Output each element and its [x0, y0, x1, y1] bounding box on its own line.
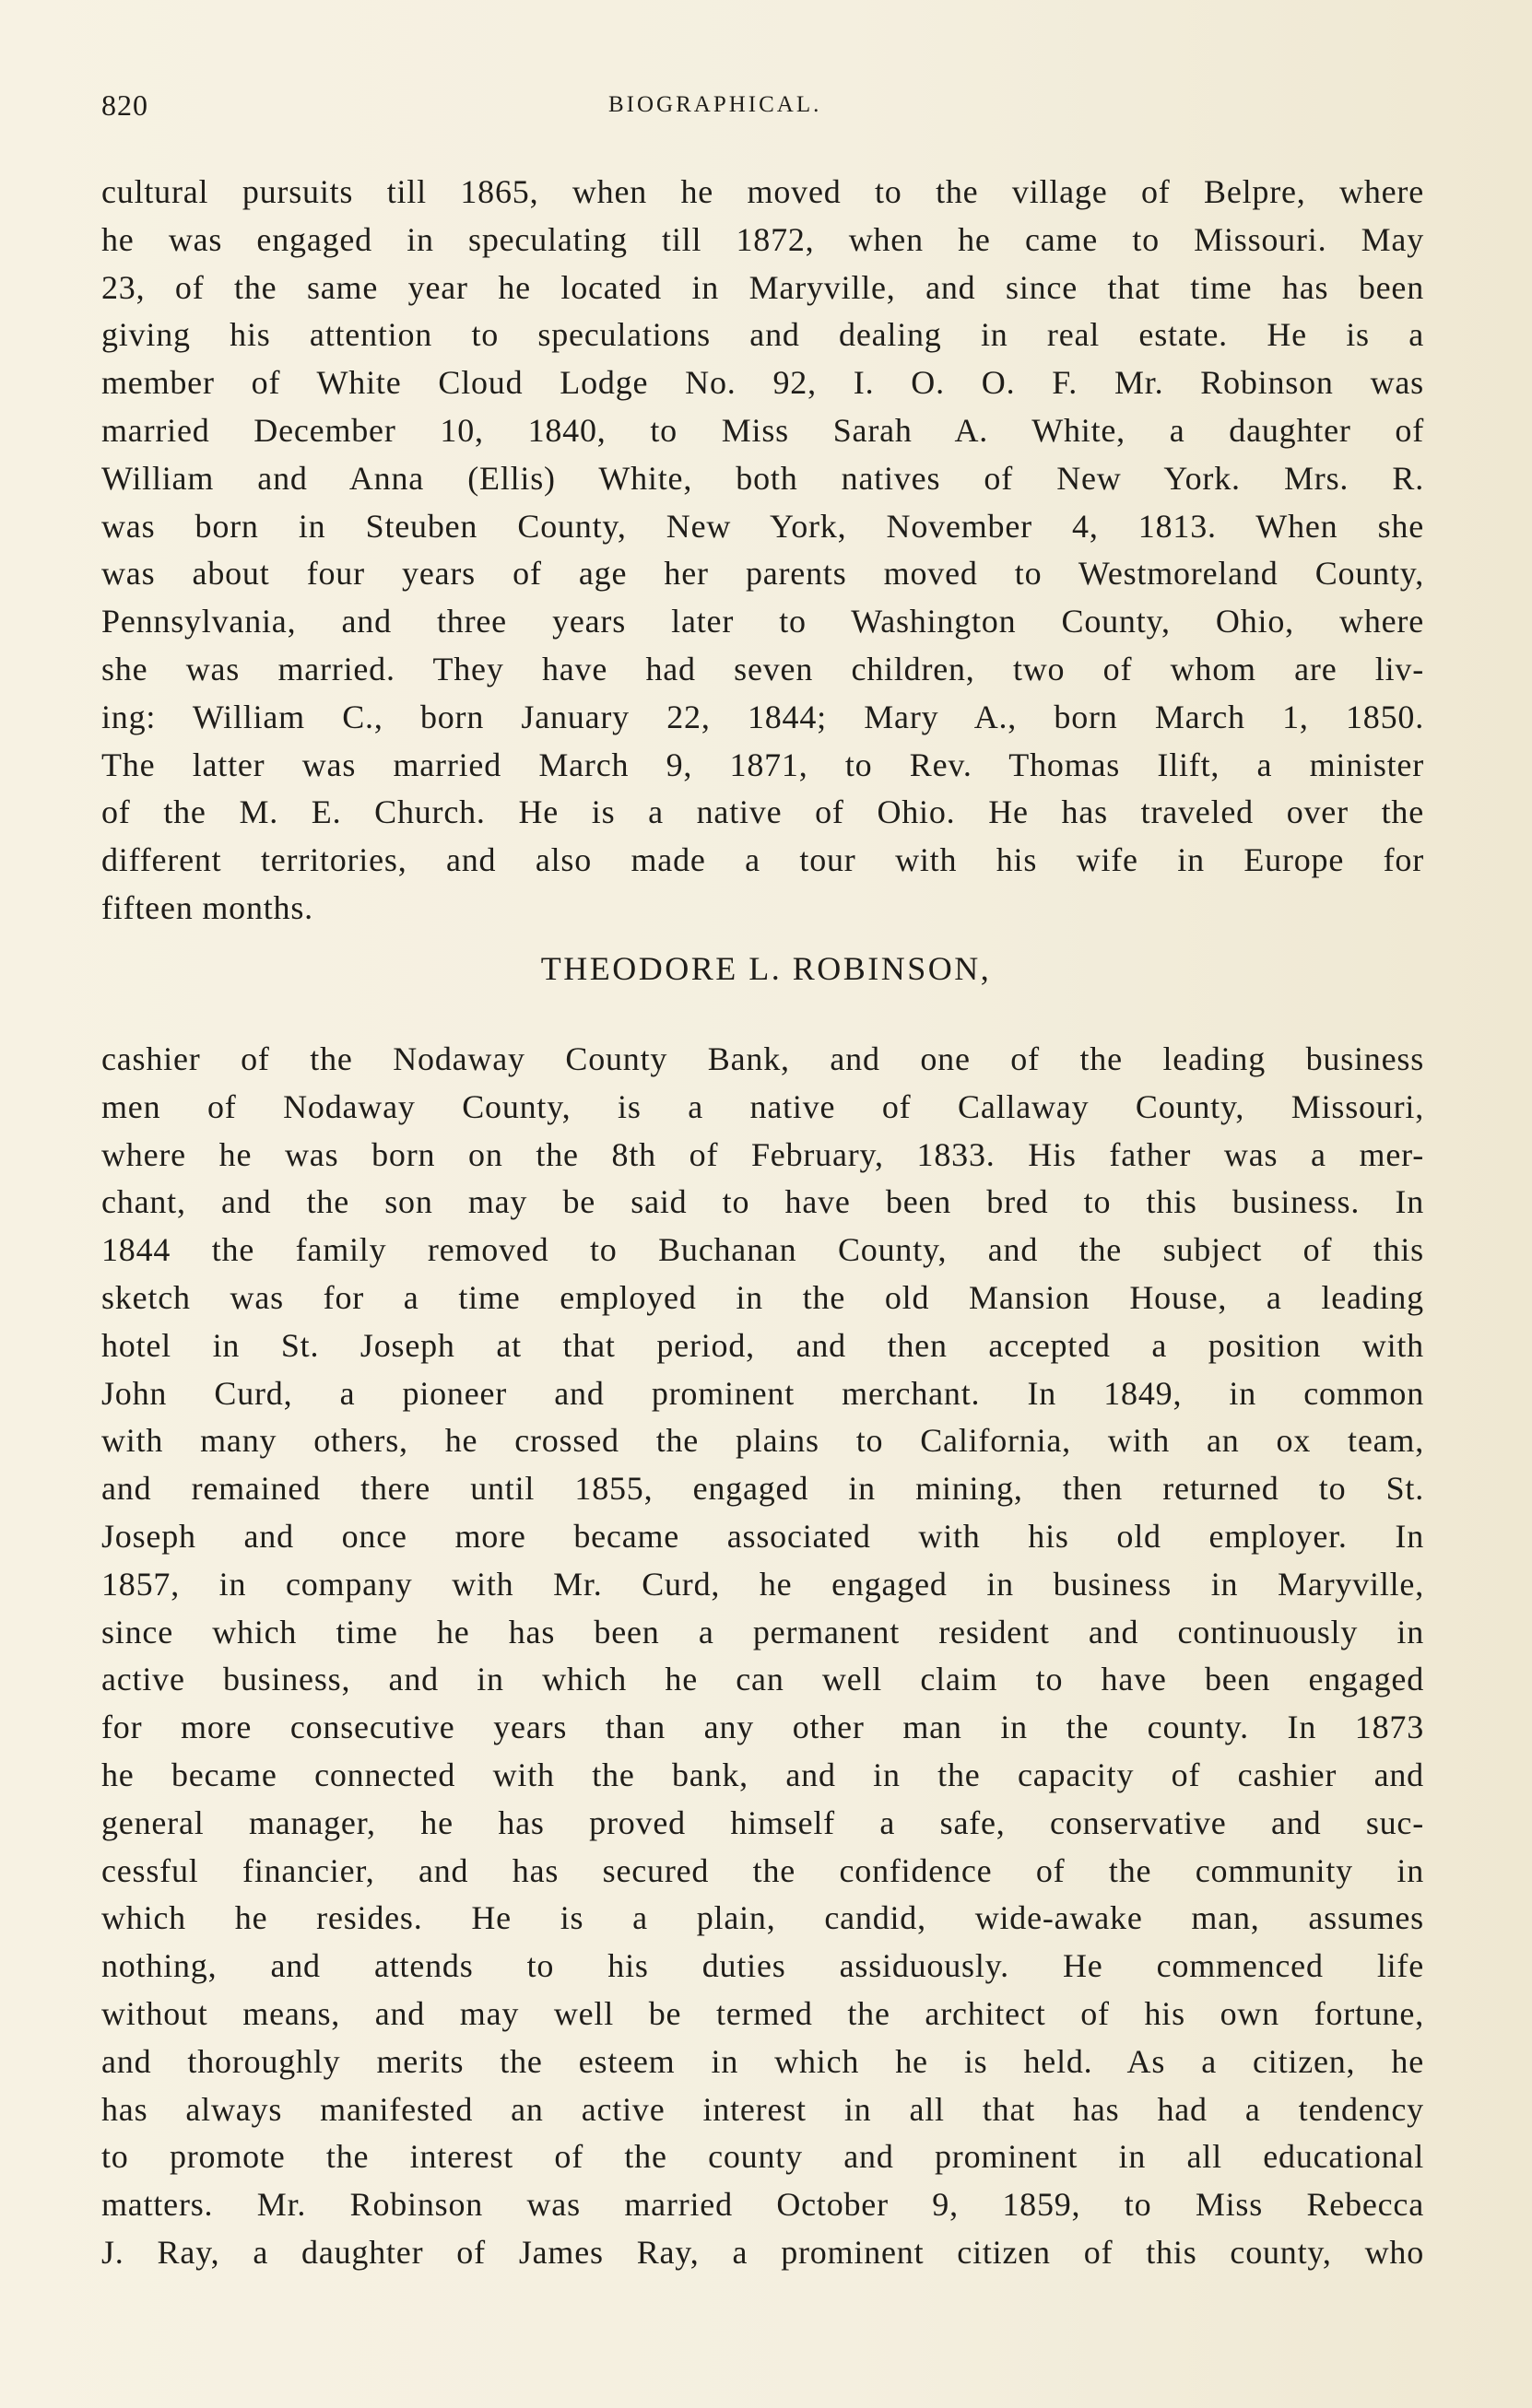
text-line: chant, and the son may be said to have been bred to this business. In — [101, 1183, 1424, 1221]
text-line: giving his attention to speculations and dealing in real estate. He is a — [101, 316, 1424, 354]
text-line: 1857, in company with Mr. Curd, he engaged in business in Maryville, — [101, 1565, 1424, 1603]
text-line: The latter was married March 9, 1871, to Rev. Thomas Ilift, a minister — [101, 746, 1424, 783]
text-line: she was married. They have had seven children, two of whom are liv- — [101, 650, 1424, 687]
text-line: general manager, he has proved himself a safe, conservative and suc- — [101, 1803, 1424, 1841]
text-line: has always manifested an active interest in all that has had a tendency — [101, 2090, 1424, 2128]
page-header — [101, 88, 1438, 125]
text-line: with many others, he crossed the plains to California, with an ox team, — [101, 1422, 1424, 1460]
text-line: men of Nodaway County, is a native of Callaway County, Missouri, — [101, 1087, 1424, 1125]
text-line: ing: William C., born January 22, 1844; Mary A., born March 1, 1850. — [101, 698, 1424, 735]
text-line: cessful financier, and has secured the confidence of the community in — [101, 1851, 1424, 1889]
section-heading: THEODORE L. ROBINSON, — [540, 950, 992, 987]
text-line: where he was born on the 8th of February, 1833. His father was a mer- — [101, 1135, 1424, 1173]
page-number: 820 — [101, 88, 148, 122]
text-line: he became connected with the bank, and in the capacity of cashier and — [101, 1756, 1424, 1793]
text-line: 1844 the family removed to Buchanan County, and the subject of this — [101, 1231, 1424, 1269]
text-line: Pennsylvania, and three years later to Washington County, Ohio, where — [101, 603, 1424, 640]
running-title: BIOGRAPHICAL. — [608, 92, 822, 117]
text-line: cashier of the Nodaway County Bank, and one of the leading business — [101, 1040, 1424, 1077]
text-line: fifteen months. — [101, 888, 313, 926]
text-line: without means, and may well be termed the architect of his own fortune, — [101, 1994, 1424, 2032]
text-line: member of White Cloud Lodge No. 92, I. O. O. F. Mr. Robinson was — [101, 364, 1424, 402]
text-line: Joseph and once more became associated with his old employer. In — [101, 1517, 1424, 1555]
second-section-text — [101, 1036, 1424, 2277]
text-line: he was engaged in speculating till 1872, when he came to Missouri. May — [101, 220, 1424, 258]
text-line: for more consecutive years than any other man in the county. In 1873 — [101, 1709, 1424, 1746]
text-line: active business, and in which he can well claim to have been engaged — [101, 1661, 1424, 1698]
text-line: William and Anna (Ellis) White, both natives of New York. Mrs. R. — [101, 459, 1424, 497]
text-line: of the M. E. Church. He is a native of Ohio. He has traveled over the — [101, 793, 1424, 831]
text-line: was born in Steuben County, New York, November 4, 1813. When she — [101, 507, 1424, 545]
text-line: since which time he has been a permanent resident and continuously in — [101, 1613, 1424, 1650]
text-line: sketch was for a time employed in the old Mansion House, a leading — [101, 1278, 1424, 1316]
text-line: cultural pursuits till 1865, when he moved to the village of Belpre, where — [101, 173, 1424, 210]
text-line: and thoroughly merits the esteem in which he is held. As a citizen, he — [101, 2042, 1424, 2080]
text-line: and remained there until 1855, engaged in mining, then returned to St. — [101, 1470, 1424, 1508]
text-line: different territories, and also made a tour with his wife in Europe for — [101, 841, 1424, 879]
text-line: nothing, and attends to his duties assiduously. He commenced life — [101, 1947, 1424, 1985]
text-line: hotel in St. Joseph at that period, and then accepted a position with — [101, 1326, 1424, 1364]
text-line: was about four years of age her parents moved to Westmoreland County, — [101, 555, 1424, 593]
first-section-text — [101, 169, 1424, 933]
text-line: which he resides. He is a plain, candid, wide-awake man, assumes — [101, 1899, 1424, 1937]
text-line: matters. Mr. Robinson was married October 9, 1859, to Miss Rebecca — [101, 2186, 1424, 2224]
text-line: J. Ray, a daughter of James Ray, a prominent citizen of this county, who — [101, 2233, 1424, 2271]
text-line: 23, of the same year he located in Maryville, and since that time has been — [101, 268, 1424, 306]
text-line: to promote the interest of the county and prominent in all educational — [101, 2138, 1424, 2176]
text-line: married December 10, 1840, to Miss Sarah A. White, a daughter of — [101, 411, 1424, 449]
text-line: John Curd, a pioneer and prominent merchant. In 1849, in common — [101, 1374, 1424, 1412]
